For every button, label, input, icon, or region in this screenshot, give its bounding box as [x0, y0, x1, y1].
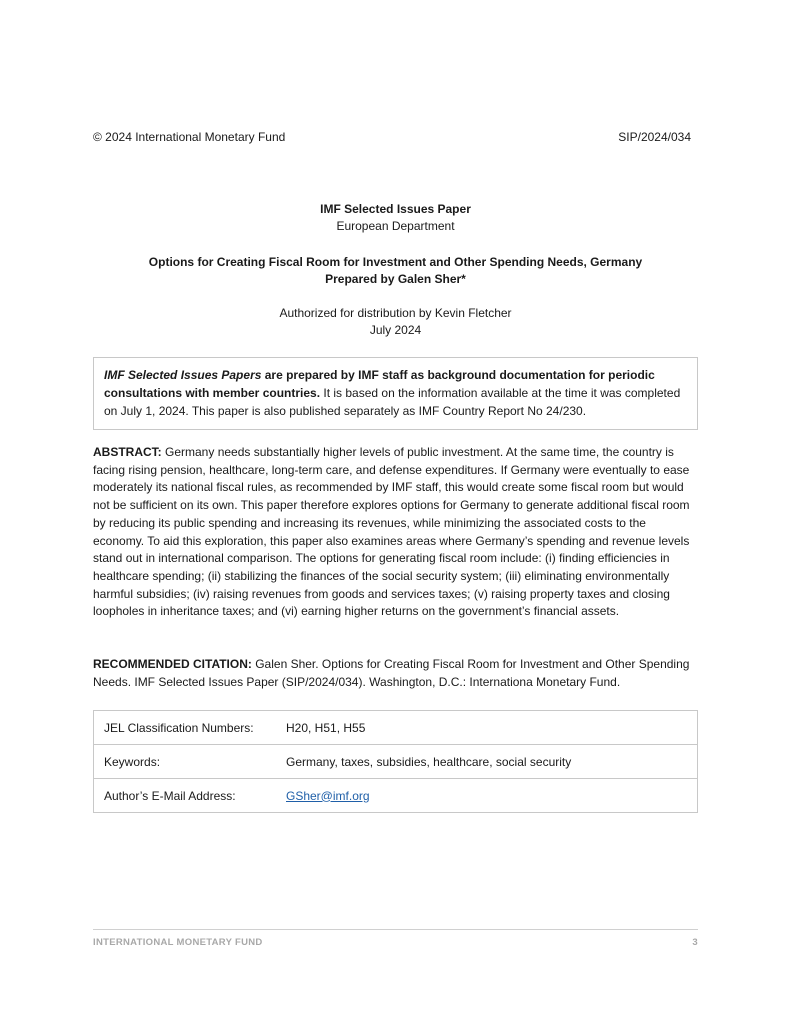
notice-italic-lead: IMF Selected Issues Papers [104, 368, 262, 382]
notice-body: It is based on the information available at the time it was completed on July 1, 2024. This paper is also published separately as IMF Country Report No 24/230. [104, 386, 681, 418]
citation-label: RECOMMENDED CITATION: [93, 657, 252, 671]
abstract-label: ABSTRACT: [93, 445, 162, 459]
publication-date: July 2024 [369, 323, 422, 337]
email-link[interactable]: GSher@imf.org [286, 788, 370, 803]
email-label: Author’s E-Mail Address: [94, 779, 277, 813]
keywords-value: Germany, taxes, subsidies, healthcare, social security [276, 745, 698, 779]
page-header [93, 130, 691, 144]
email-cell [276, 779, 698, 813]
paper-number: SIP/2024/034 [618, 130, 691, 144]
abstract-text: Germany needs substantially higher levels of public investment. At the same time, the country is facing rising pension, healthcare, long-term care, and defense expenditures. If Germany were eventually to ease moderately its national fiscal rules, as recommended by IMF staff, this would create some fiscal room but would not be sufficient on its own. This paper therefore explores options for Germany to generate additional fiscal room by reducing its public spending and increasing its revenues, while minimizing the associated costs to the economy. To aid this exploration, this paper also examines areas where Germany’s spending and revenue levels stand out in international comparison. The options for generating fiscal room include: (i) finding efficiencies in healthcare spending; (ii) stabilizing the finances of the social security system; (iii) eliminating environmentally harmful subsidies; (iv) raising revenues from goods and services taxes; (v) raising property taxes and closing loopholes in inheritance taxes; and (vi) earning higher returns on the government’s financial assets. [93, 445, 690, 619]
footer-divider [93, 929, 698, 930]
jel-value: H20, H51, H55 [276, 711, 698, 745]
disclaimer-box [93, 357, 698, 430]
citation-text: Galen Sher. Options for Creating Fiscal Room for Investment and Other Spending Needs. IMF Selected Issues Paper (SIP/2024/034). Washington, D.C.: Internationa Monetary Fund. [93, 657, 690, 689]
table-row [94, 745, 698, 779]
page-footer [93, 937, 698, 948]
keywords-label: Keywords: [94, 745, 277, 779]
table-row [94, 711, 698, 745]
metadata-table [93, 710, 698, 813]
abstract-paragraph [93, 444, 698, 621]
page-number: 3 [692, 937, 698, 948]
authorized-by: Authorized for distribution by Kevin Fletcher [279, 306, 512, 320]
prepared-by: Prepared by Galen Sher* [325, 272, 466, 286]
paper-title: Options for Creating Fiscal Room for Investment and Other Spending Needs, Germany [148, 255, 643, 269]
paper-title-block [93, 254, 698, 288]
copyright-text: © 2024 International Monetary Fund [93, 130, 286, 144]
table-row [94, 779, 698, 813]
title-block [93, 201, 698, 235]
notice-bold-lead: are prepared by IMF staff as background documentation for periodic consultations with member countries. [104, 368, 655, 400]
footer-organization: INTERNATIONAL MONETARY FUND [93, 937, 263, 948]
citation-paragraph [93, 656, 698, 691]
series-title: IMF Selected Issues Paper [320, 202, 471, 216]
department-name: European Department [336, 219, 455, 233]
authorization-block [93, 305, 698, 339]
jel-label: JEL Classification Numbers: [94, 711, 277, 745]
